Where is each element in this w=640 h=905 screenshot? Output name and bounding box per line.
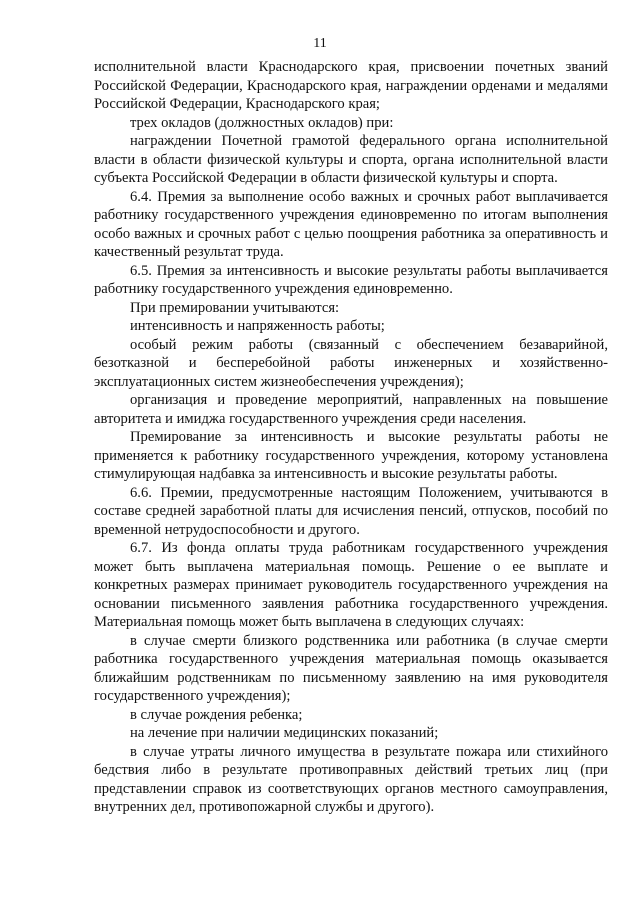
paragraph-criteria-events: организация и проведение мероприятий, направленных на повышение авторитета и имиджа государственного учреждения среди населения. <box>94 392 608 427</box>
paragraph-6-6: 6.6. Премии, предусмотренные настоящим Положением, учитываются в составе средней заработной платы для исчисления пенсий, отпусков, пособий по временной нетрудоспособности и другого. <box>94 484 608 538</box>
paragraph-6-5: 6.5. Премия за интенсивность и высокие результаты работы выплачивается работнику государственного учреждения единовременно. <box>94 262 608 297</box>
page-number: 11 <box>313 36 327 51</box>
paragraph-sport-award: награждении Почетной грамотой федерального органа исполнительной власти в области физической культуры и спорта, органа исполнительной власти субъекта Российской Федерации в области физической культуры и спорта. <box>94 133 608 186</box>
paragraph-criteria-intensity: интенсивность и напряженность работы; <box>130 318 385 334</box>
paragraph-aid-birth: в случае рождения ребенка; <box>130 706 303 723</box>
paragraph-aid-property-loss: в случае утраты личного имущества в результате пожара или стихийного бедствия либо в результате противоправных действий третьих лиц (при представлении справок из соответствующих органов местного самоуправления, внутренних дел, противопожарной службы и другого). <box>94 743 608 815</box>
paragraph-bonus-exclusion: Премирование за интенсивность и высокие результаты работы не применяется к работнику государственного учреждения, которому установлена стимулирующая надбавка за интенсивность и высокие результаты работы. <box>94 429 608 482</box>
paragraph-bonus-criteria-intro: При премировании учитываются: <box>130 299 340 316</box>
paragraph-continuation-awards: исполнительной власти Краснодарского края, присвоении почетных званий Российской Федерации, Краснодарского края, награждении орденами и медалями Российской Федерации, Краснодарского края; <box>94 59 608 112</box>
paragraph-three-salaries: трех окладов (должностных окладов) при: <box>130 114 394 131</box>
document-body <box>94 58 608 817</box>
paragraph-aid-death: в случае смерти близкого родственника или работника (в случае смерти работника государственного учреждения материальная помощь оказывается ближайшим родственникам по письменному заявлению на имя руководителя государственного учреждения); <box>94 632 608 704</box>
paragraph-6-4: 6.4. Премия за выполнение особо важных и срочных работ выплачивается работнику государственного учреждения единовременно по итогам выполнения особо важных и срочных работ с целью поощрения работника за оперативность и качественный результат труда. <box>94 188 608 260</box>
paragraph-criteria-special-mode: особый режим работы (связанный с обеспечением безаварийной, безотказной и бесперебойной работы инженерных и хозяйственно-эксплуатационных систем жизнеобеспечения учреждения); <box>94 336 608 390</box>
paragraph-aid-treatment: на лечение при наличии медицинских показаний; <box>130 725 439 741</box>
paragraph-6-7: 6.7. Из фонда оплаты труда работникам государственного учреждения может быть выплачена материальная помощь. Решение о ее выплате и конкретных размерах принимает руководитель государственного учреждения на основании письменного заявления работника государственного учреждения. Материальная помощь может быть выплачена в следующих случаях: <box>94 540 608 630</box>
